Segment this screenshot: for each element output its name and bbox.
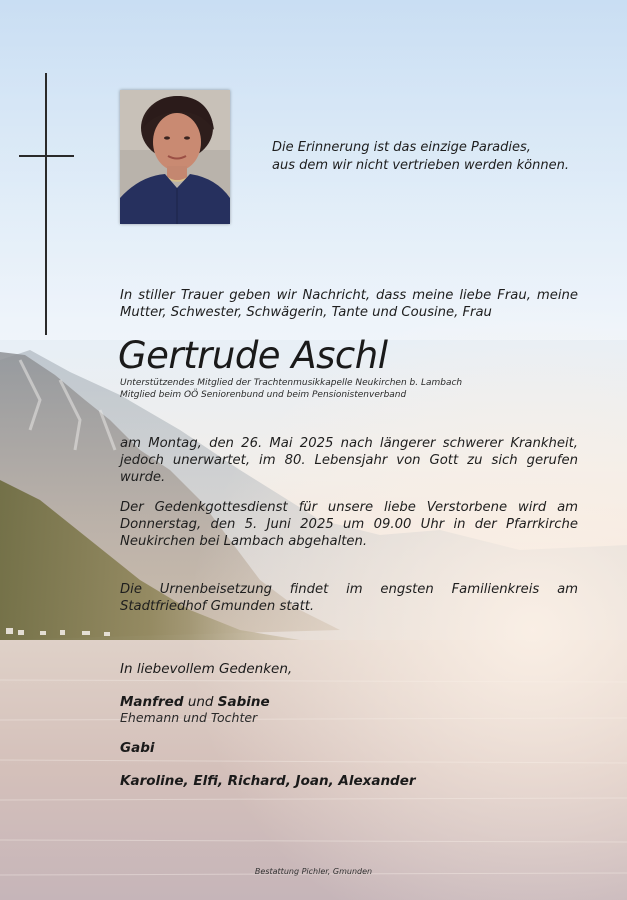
mourner-relation: Ehemann und Tochter — [120, 710, 258, 725]
death-details-text: am Montag, den 26. Mai 2025 nach längerer schwerer Krankheit, jedoch unerwartet, im 80. Lebensjahr von Gott zu sich gerufen wurde. — [120, 436, 578, 485]
intro-text: In stiller Trauer geben wir Nachricht, dass meine liebe Frau, meine Mutter, Schwester, Schwägerin, Tante und Cousine, Frau — [120, 288, 578, 320]
memorial-service-text: Der Gedenkgottesdienst für unsere liebe Verstorbene wird am Donnerstag, den 5. Juni 2025 um 09.00 Uhr in der Pfarrkirche Neukirchen bei Lambach abgehalten. — [120, 500, 578, 549]
affiliation-line-2: Mitglied beim OÖ Seniorenbund und beim Pensionistenverband — [120, 390, 407, 400]
memorial-quote — [272, 139, 602, 175]
affiliation-line-1: Unterstützendes Mitglied der Trachtenmusikkapelle Neukirchen b. Lambach — [120, 378, 463, 388]
funeral-home-credit: Bestattung Pichler, Gmunden — [254, 867, 373, 876]
portrait-photo — [120, 90, 230, 224]
portrait-illustration — [120, 90, 230, 224]
mourner-line-3: Karoline, Elfi, Richard, Joan, Alexander — [120, 773, 416, 789]
cross-icon-horizontal — [19, 155, 74, 157]
mourner-name-1: Manfred — [120, 694, 184, 710]
mourner-conjunction: und — [187, 694, 214, 710]
urn-burial-text: Die Urnenbeisetzung findet im engsten Familienkreis am Stadtfriedhof Gmunden statt. — [120, 582, 578, 614]
cross-icon-vertical — [45, 73, 47, 335]
quote-line-1: Die Erinnerung ist das einzige Paradies, — [272, 140, 531, 155]
deceased-name: Gertrude Aschl — [118, 334, 388, 377]
mourner-primary — [120, 694, 270, 710]
mourner-line-2: Gabi — [120, 740, 155, 756]
closing-phrase: In liebevollem Gedenken, — [120, 661, 293, 677]
mourner-name-2: Sabine — [217, 694, 270, 710]
quote-line-2: aus dem wir nicht vertrieben werden können. — [272, 158, 569, 173]
